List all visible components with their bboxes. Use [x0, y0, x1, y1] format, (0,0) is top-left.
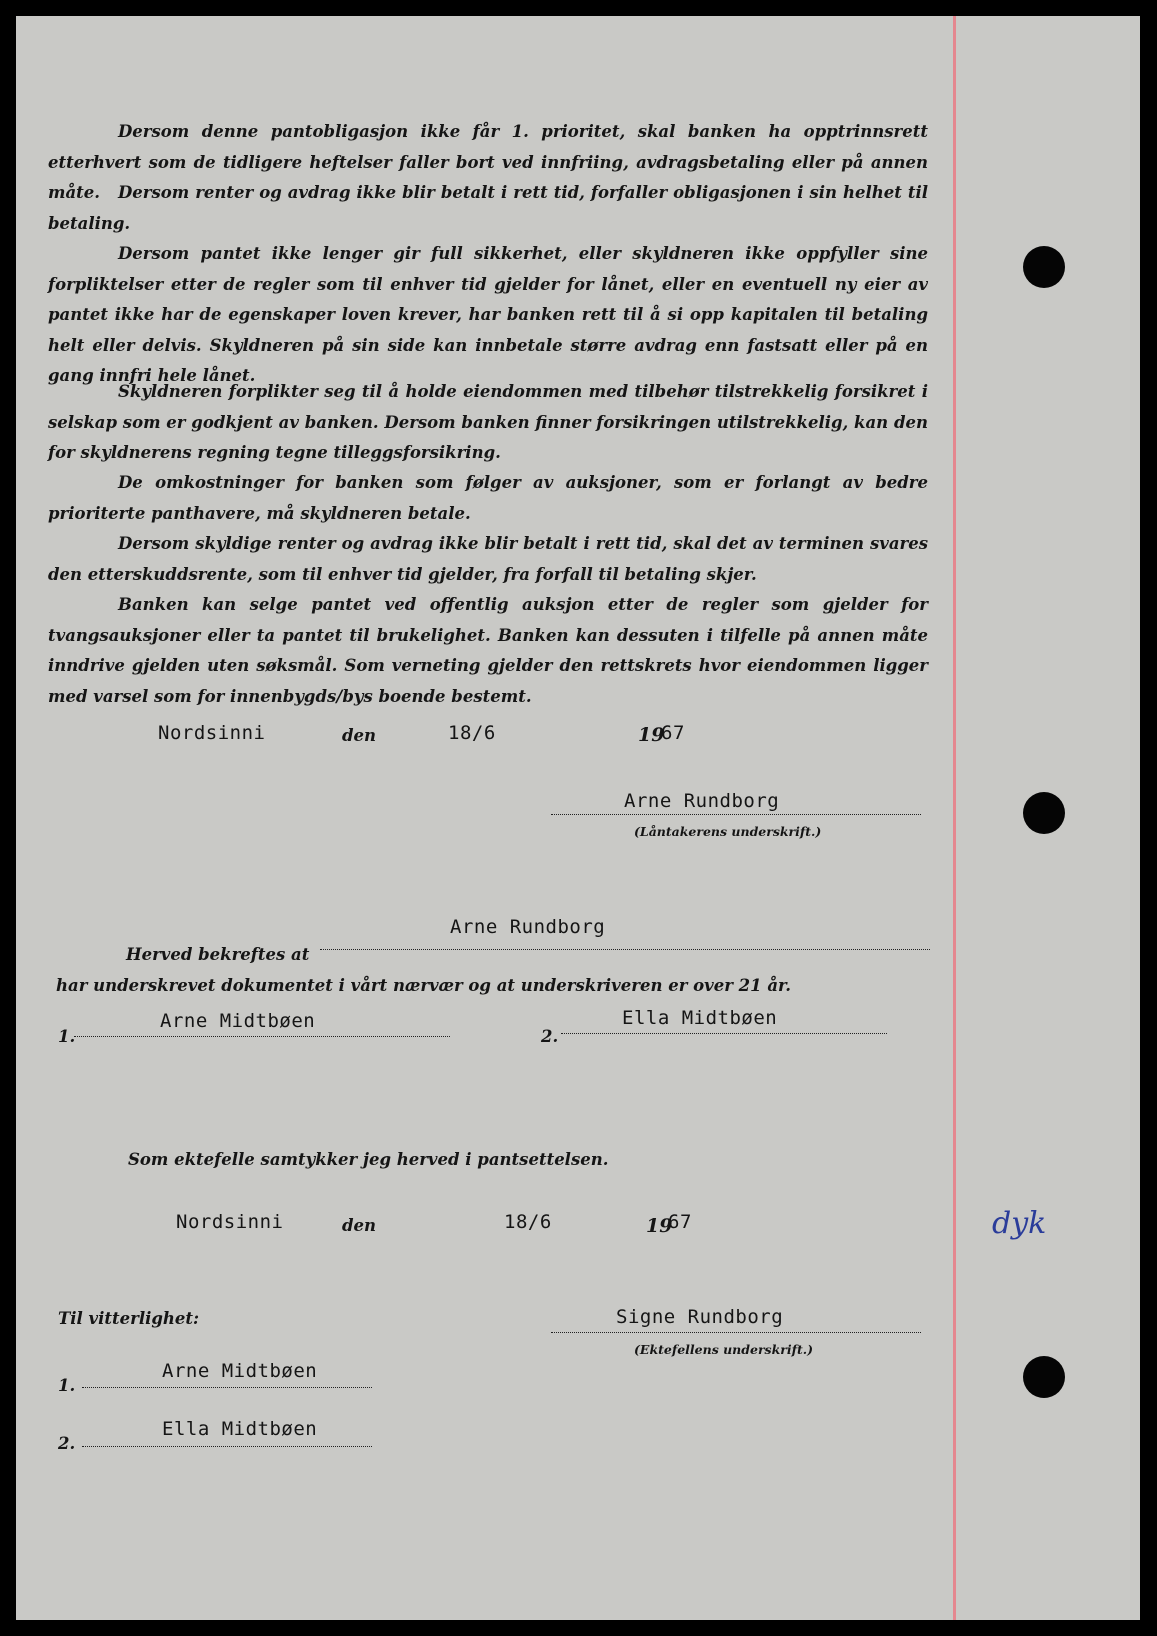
consent-year-prefix: 19 — [646, 1215, 673, 1237]
signing-place: Nordsinni — [158, 722, 266, 744]
consent-date: 18/6 — [504, 1211, 552, 1233]
confirmation-label: Herved bekreftes at — [126, 945, 310, 964]
terms-paragraph-3: Dersom pantet ikke lenger gir full sikkerhet, eller skyldneren ikke oppfyller sine forpliktelser etter de regler som til enhver tid gjelder for lånet, eller en eventuell ny eier av pantet ikke har de egenskaper loven krever, har banken rett til å si opp kapitalen til betaling helt eller delvis. Skyldneren på sin side kan innbetale større avdrag enn fastsatt eller på en gang innfri hele lånet. — [48, 244, 928, 385]
consent-witness-1-line — [82, 1387, 372, 1388]
terms-paragraph-5: De omkostninger for banken som følger av auksjoner, som er forlangt av bedre prioriterte panthavere, må skyldneren betale. — [48, 473, 928, 523]
margin-initials: dyk — [992, 1206, 1047, 1241]
paper-sheet — [16, 16, 1140, 1620]
terms-paragraph-7: Banken kan selge pantet ved offentlig auksjon etter de regler som gjelder for tvangsauksjoner eller ta pantet til brukelighet. Banken kan dessuten i tilfelle på annen måte inndrive gjelden uten søksmål. Som verneting gjelder den rettskrets hvor eiendommen ligger med varsel som for innenbygds/bys boende bestemt. — [48, 595, 928, 706]
signing-date: 18/6 — [448, 722, 496, 744]
confirmation-statement: har underskrevet dokumentet i vårt nærvær og at underskriveren er over 21 år. — [56, 976, 791, 995]
witness-1-name: Arne Midtbøen — [160, 1010, 316, 1032]
terms-paragraph-1: Dersom denne pantobligasjon ikke får 1. prioritet, skal banken ha opptrinnsrett etterhvert som de tidligere heftelser faller bort ved innfriing, avdragsbetaling eller på annen måte. — [48, 122, 928, 202]
year-prefix: 19 — [638, 724, 665, 746]
consent-witness-number-1: 1. — [58, 1376, 76, 1395]
borrower-signature-line — [551, 814, 921, 815]
red-margin-line — [953, 16, 956, 1620]
punch-hole — [1023, 792, 1065, 834]
consent-witness-2-line — [82, 1446, 372, 1447]
witness-label: Til vitterlighet: — [58, 1309, 200, 1328]
punch-hole — [1023, 246, 1065, 288]
borrower-signature: Arne Rundborg — [624, 790, 780, 812]
consent-place: Nordsinni — [176, 1211, 284, 1233]
witness-number-2: 2. — [541, 1027, 559, 1046]
witness-2-line — [561, 1033, 887, 1034]
consent-witness-number-2: 2. — [58, 1434, 76, 1453]
witness-1-line — [74, 1036, 450, 1037]
year-suffix: 67 — [661, 722, 685, 744]
consent-den-label: den — [342, 1216, 377, 1235]
terms-paragraph-2: Dersom renter og avdrag ikke blir betalt i rett tid, forfaller obligasjonen i sin helhet til betaling. — [48, 183, 928, 233]
punch-hole — [1023, 1356, 1065, 1398]
borrower-signature-caption: (Låntakerens underskrift.) — [634, 824, 822, 839]
spouse-signature-caption: (Ektefellens underskrift.) — [634, 1342, 813, 1357]
den-label: den — [342, 726, 377, 745]
spouse-signature-line — [551, 1332, 921, 1333]
spouse-signature: Signe Rundborg — [616, 1306, 784, 1328]
confirmed-signer-name: Arne Rundborg — [450, 916, 606, 938]
terms-paragraph-6: Dersom skyldige renter og avdrag ikke blir betalt i rett tid, skal det av terminen svares den etterskuddsrente, som til enhver tid gjelder, fra forfall til betaling skjer. — [48, 534, 928, 584]
consent-year-suffix: 67 — [668, 1211, 692, 1233]
witness-number-1: 1. — [58, 1027, 76, 1046]
confirmation-name-line — [320, 949, 930, 950]
terms-paragraph-4: Skyldneren forplikter seg til å holde eiendommen med tilbehør tilstrekkelig forsikret i selskap som er godkjent av banken. Dersom banken finner forsikringen utilstrekkelig, kan den for skyldnerens regning tegne tilleggsforsikring. — [48, 382, 928, 462]
consent-witness-1-name: Arne Midtbøen — [162, 1360, 318, 1382]
consent-statement: Som ektefelle samtykker jeg herved i pantsettelsen. — [128, 1150, 609, 1169]
consent-witness-2-name: Ella Midtbøen — [162, 1418, 318, 1440]
witness-2-name: Ella Midtbøen — [622, 1007, 778, 1029]
